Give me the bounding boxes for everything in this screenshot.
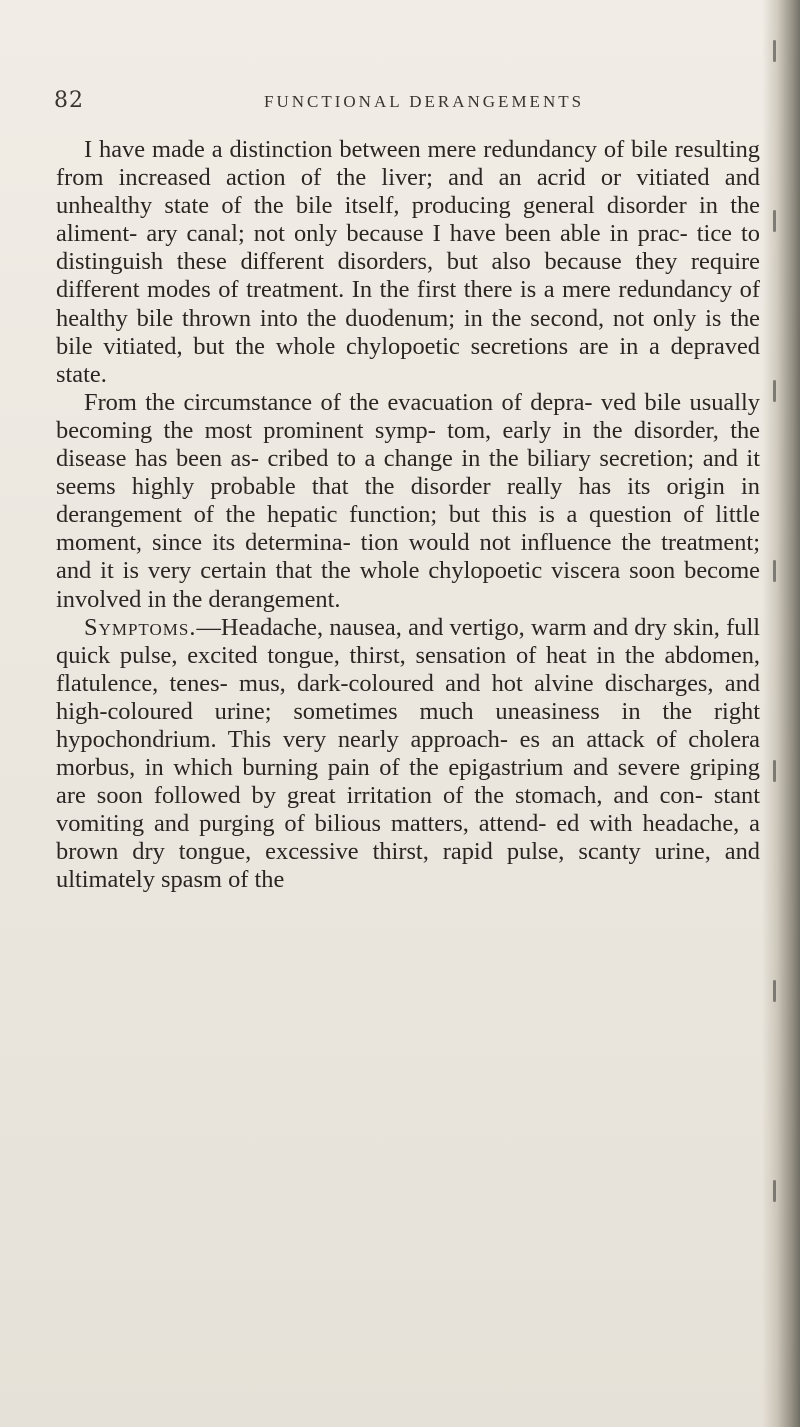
paragraph-text: I have made a distinction between mere redundancy of bile resulting from increased action of the liver; and an acrid or vitiated and unhealthy state of the bile itself, producing general disorder in the aliment- ary canal; not only because I have been able in prac- tice to distinguish these different disorders, but also because they require different modes of treatment. In the first there is a mere redundancy of healthy bile thrown into the duodenum; in the second, not only is the bile vitiated, but the whole chylopoetic secretions are in a depraved state.	[56, 136, 760, 388]
page-binding-edge	[762, 0, 800, 1427]
paragraph	[56, 136, 760, 389]
paragraph	[56, 389, 760, 614]
running-head: FUNCTIONAL DERANGEMENTS	[264, 92, 585, 111]
paragraph	[56, 614, 760, 895]
body-text	[56, 136, 760, 895]
page-header	[54, 88, 754, 128]
section-heading: Symptoms.	[84, 613, 197, 641]
page-number: 82	[54, 88, 84, 113]
paragraph-text: —Headache, nausea, and vertigo, warm and dry skin, full quick pulse, excited tongue, thirst, sensation of heat in the abdomen, flatulence, tenes- mus, dark-coloured and hot alvine discharges, and high-coloured urine; sometimes much uneasiness in the right hypochondrium. This very nearly approach- es an attack of cholera morbus, in which burning pain of the epigastrium and severe griping are soon followed by great irritation of the stomach, and con- stant vomiting and purging of bilious matters, attend- ed with headache, a brown dry tongue, excessive thirst, rapid pulse, scanty urine, and ultimately spasm of the	[56, 613, 760, 894]
paragraph-text: From the circumstance of the evacuation of depra- ved bile usually becoming the most prominent symp- tom, early in the disorder, the disease has been as- cribed to a change in the biliary secretion; and it seems highly probable that the disorder really has its origin in derangement of the hepatic function; but this is a question of little moment, since its determina- tion would not influence the treatment; and it is very certain that the whole chylopoetic viscera soon become involved in the derangement.	[56, 388, 760, 613]
